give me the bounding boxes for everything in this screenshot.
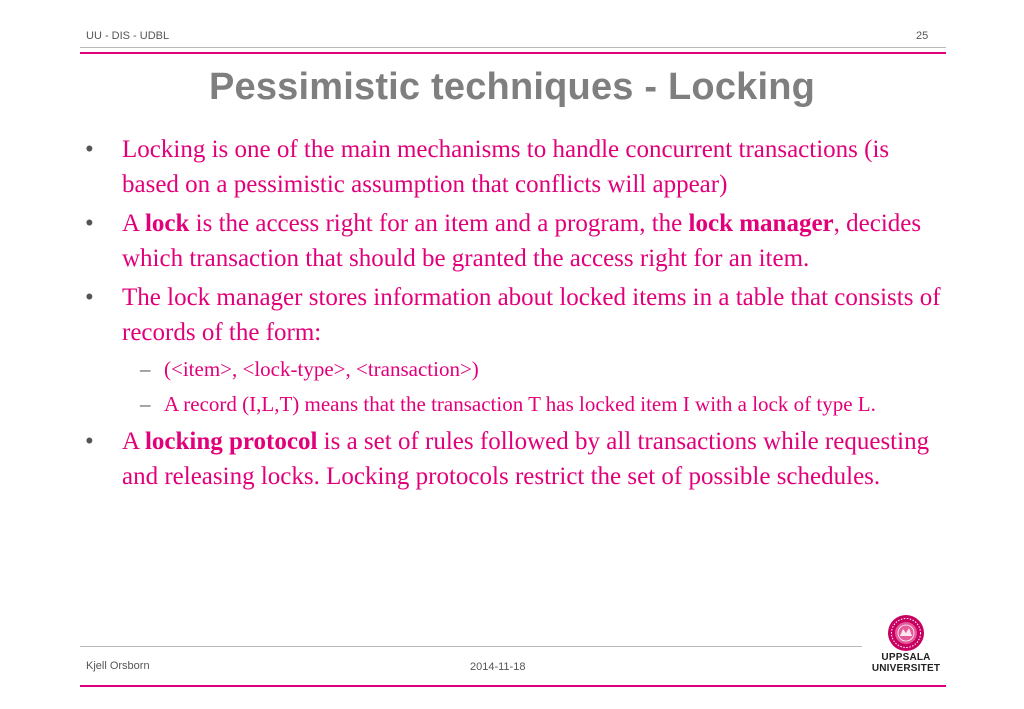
header-divider-accent xyxy=(80,52,946,54)
sub-bullet-item xyxy=(140,389,952,420)
bullet-icon: • xyxy=(85,428,94,455)
bullet-text-part: A xyxy=(122,210,145,237)
sub-bullet-text: A record (I,L,T) means that the transaction T has locked item I with a lock of type L. xyxy=(164,392,876,416)
university-seal-icon xyxy=(887,614,925,652)
bullet-item xyxy=(85,280,952,350)
slide-body xyxy=(85,132,952,498)
header-divider-gray xyxy=(80,47,946,48)
bullet-text-part: , decides which transaction that should be granted the access right for an item. xyxy=(122,210,922,272)
bullet-icon: • xyxy=(85,284,94,311)
logo-line-2: UNIVERSITET xyxy=(871,663,941,674)
bullet-icon: • xyxy=(85,136,94,163)
footer-divider-gray xyxy=(80,646,862,647)
term-lock-manager: lock manager xyxy=(688,210,834,237)
dash-icon: – xyxy=(140,357,151,381)
bullet-text: The lock manager stores information about locked items in a table that consists of records of the form: xyxy=(122,284,941,346)
bullet-text-part: is a set of rules followed by all transactions while requesting and releasing locks. Locking protocols restrict the set of possible schedules. xyxy=(122,428,930,490)
footer-date: 2014-11-18 xyxy=(470,661,526,673)
university-logo xyxy=(870,614,942,674)
footer-divider-accent xyxy=(80,685,946,687)
bullet-icon: • xyxy=(85,210,94,237)
term-lock: lock xyxy=(144,210,190,237)
term-locking-protocol: locking protocol xyxy=(144,428,318,455)
footer-author: Kjell Orsborn xyxy=(86,660,150,672)
bullet-text-part: is the access right for an item and a program, the xyxy=(189,210,689,237)
bullet-text-part: A xyxy=(122,428,145,455)
bullet-text: Locking is one of the main mechanisms to handle concurrent transactions (is based on a pessimistic assumption that conflicts will appear) xyxy=(122,136,890,198)
slide-title: Pessimistic techniques - Locking xyxy=(208,66,816,108)
sub-bullet-text: (<item>, <lock-type>, <transaction>) xyxy=(164,357,479,381)
bullet-item xyxy=(85,132,952,202)
page-number: 25 xyxy=(916,30,929,42)
bullet-item xyxy=(85,424,952,494)
logo-line-1: UPPSALA xyxy=(881,652,931,663)
header-course-label: UU - DIS - UDBL xyxy=(86,30,170,42)
bullet-item xyxy=(85,206,952,276)
dash-icon: – xyxy=(140,392,151,416)
sub-bullet-item xyxy=(140,354,952,385)
